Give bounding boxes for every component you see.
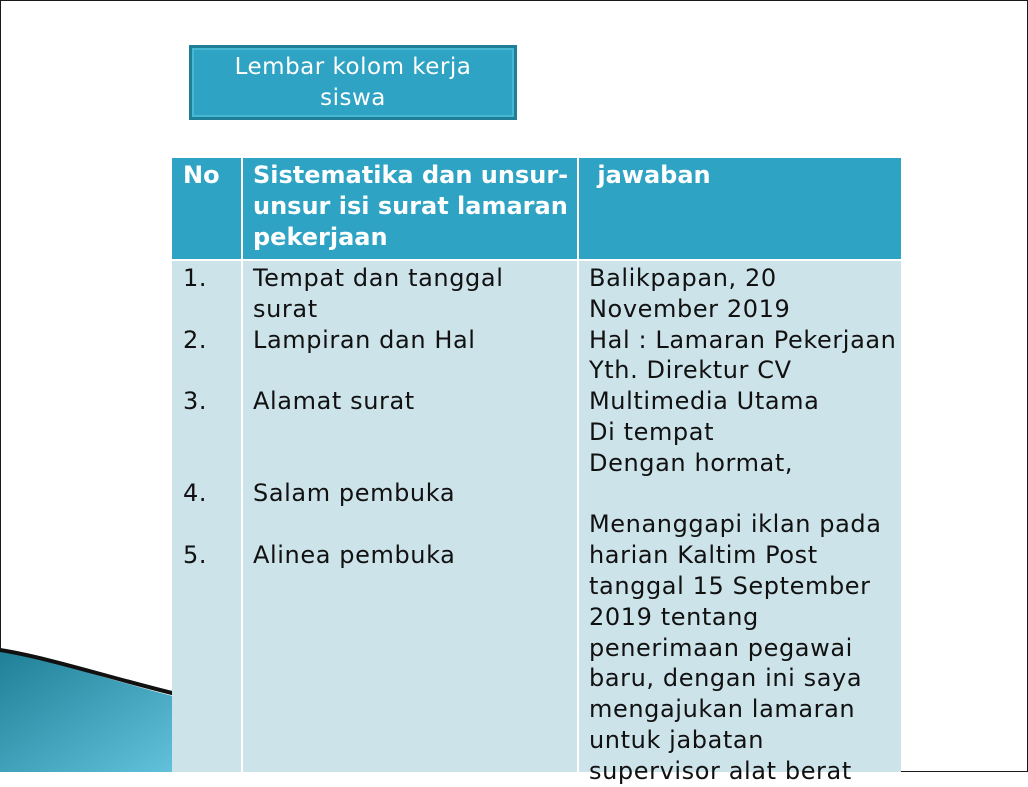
answer-line: Di tempat — [589, 417, 715, 446]
answer-line: Multimedia Utama — [589, 387, 820, 416]
column-divider — [241, 158, 243, 772]
answer-line: supervisor alat berat — [589, 756, 852, 785]
answer-line: tanggal 15 September — [589, 571, 871, 600]
worksheet-title — [203, 52, 503, 114]
item-label: Salam pembuka — [253, 479, 456, 507]
item-label: Alamat surat — [253, 387, 415, 415]
row-number: 1. — [183, 264, 208, 292]
answer-line: untuk jabatan — [589, 725, 765, 754]
row-number: 2. — [183, 326, 208, 354]
row-number: 5. — [183, 541, 208, 569]
header-answer: jawaban — [589, 161, 711, 189]
answer-line: penerimaan pegawai — [589, 633, 853, 662]
header-line: pekerjaan — [253, 223, 388, 251]
answer-text — [589, 263, 901, 787]
answer-line: November 2019 — [589, 294, 791, 323]
answer-line: mengajukan lamaran — [589, 695, 856, 724]
header-systematics — [253, 160, 573, 253]
answer-line: 2019 tentang — [589, 602, 759, 631]
row-number: 4. — [183, 479, 208, 507]
item-label: Lampiran dan Hal — [253, 326, 476, 354]
header-line: Sistematika dan unsur- — [253, 161, 569, 189]
answer-line — [589, 479, 901, 510]
answer-line: Hal : Lamaran Pekerjaan — [589, 325, 897, 354]
header-no: No — [183, 161, 220, 189]
answer-line: Dengan hormat, — [589, 448, 794, 477]
item-line: Tempat dan tanggal — [253, 264, 504, 292]
decorative-swoosh — [0, 640, 180, 772]
row-divider — [172, 259, 901, 261]
worksheet-table — [172, 158, 901, 785]
title-line: siswa — [320, 84, 386, 111]
header-line: unsur isi surat lamaran — [253, 192, 568, 220]
column-divider — [577, 158, 579, 772]
item-label — [253, 263, 503, 325]
answer-line: baru, dengan ini saya — [589, 664, 863, 693]
item-line: surat — [253, 294, 318, 323]
worksheet-title-box — [189, 45, 517, 120]
answer-line: Yth. Direktur CV — [589, 356, 792, 385]
answer-line: Balikpapan, 20 — [589, 264, 777, 292]
row-number: 3. — [183, 387, 208, 415]
item-label: Alinea pembuka — [253, 541, 456, 569]
answer-line: harian Kaltim Post — [589, 541, 818, 570]
answer-line: Menanggapi iklan pada — [589, 510, 882, 539]
title-line: Lembar kolom kerja — [234, 53, 472, 80]
